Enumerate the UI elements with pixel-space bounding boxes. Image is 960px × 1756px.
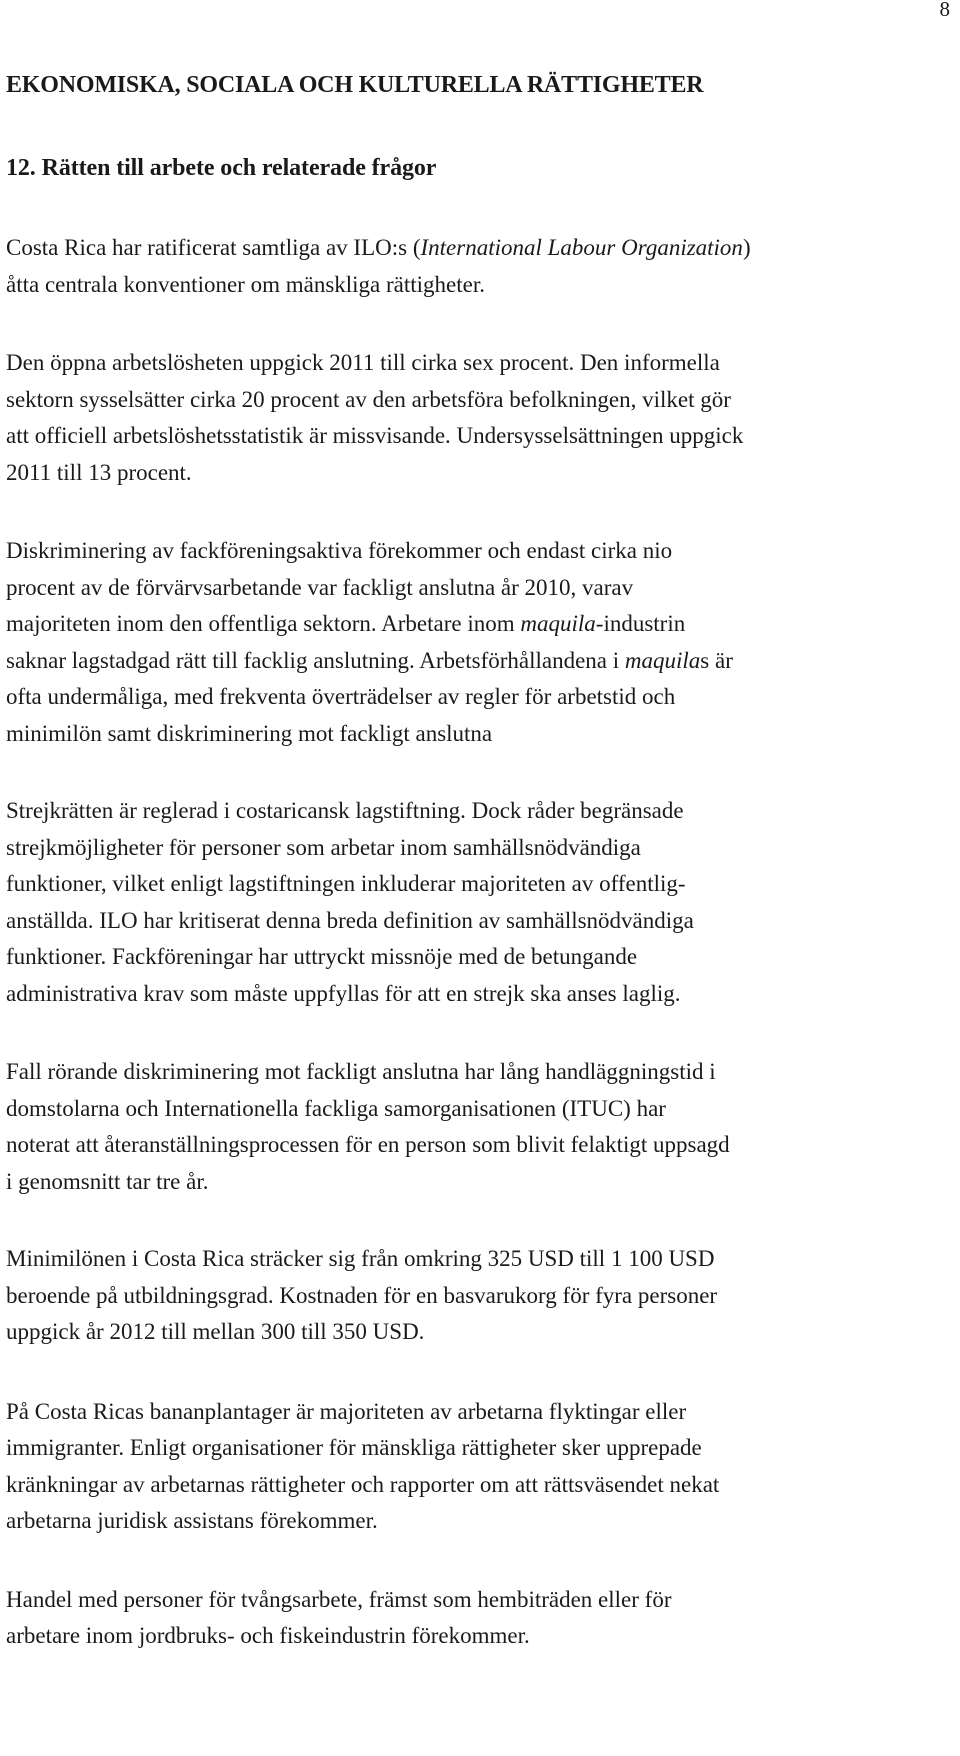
- text-run: majoriteten inom den offentliga sektorn. Arbetare inom: [6, 611, 521, 636]
- text-line: Fall rörande diskriminering mot fackligt anslutna har lång handläggningstid i: [6, 1059, 716, 1084]
- text-line: anställda. ILO har kritiserat denna breda definition av samhällsnödvändiga: [6, 907, 694, 933]
- text-run: ): [742, 235, 751, 260]
- text-line: att officiell arbetslöshetsstatistik är missvisande. Undersysselsättningen uppgick: [6, 423, 744, 448]
- section-title: EKONOMISKA, SOCIALA OCH KULTURELLA RÄTTIGHETER: [6, 72, 704, 98]
- text-line: arbetarna juridisk assistans förekommer.: [6, 1508, 378, 1533]
- text-line: administrativa krav som måste uppfyllas för att en strejk ska anses laglig.: [6, 980, 681, 1006]
- page-number: 8: [939, 0, 950, 21]
- text-line: Strejkrätten är reglerad i costaricansk lagstiftning. Dock råder begränsade: [6, 798, 684, 823]
- text-line: minimilön samt diskriminering mot fackligt anslutna: [6, 720, 493, 746]
- text-line: procent av de förvärvsarbetande var fackligt anslutna år 2010, varav: [6, 574, 634, 600]
- paragraph-banana-plantations: [6, 1394, 926, 1540]
- text-run: s är: [700, 647, 733, 673]
- text-run: saknar lagstadgad rätt till facklig anslutning. Arbetsförhållandena i: [6, 647, 625, 673]
- subsection-title: 12. Rätten till arbete och relaterade frågor: [6, 155, 437, 181]
- paragraph-forced-labour: [6, 1582, 926, 1655]
- paragraph-unemployment: [6, 345, 926, 491]
- italic-text-run: International Labour Organization: [420, 235, 743, 260]
- paragraph-court-cases: [6, 1054, 926, 1200]
- text-run: Costa Rica har ratificerat samtliga av ILO:s (: [6, 235, 421, 260]
- text-run: -industrin: [595, 611, 686, 636]
- italic-text-run: maquila: [624, 647, 701, 673]
- paragraph-right-to-strike: [6, 793, 926, 1012]
- paragraph-union-discrimination: [6, 533, 926, 752]
- text-line: funktioner. Fackföreningar har uttryckt missnöje med de betungande: [6, 944, 638, 969]
- italic-text-run: maquila: [520, 611, 596, 636]
- paragraph-ilo-conventions: [6, 230, 926, 303]
- text-line: [6, 230, 926, 267]
- text-line: beroende på utbildningsgrad. Kostnaden för en basvarukorg för fyra personer: [6, 1282, 718, 1308]
- text-line: funktioner, vilket enligt lagstiftningen inkluderar majoriteten av offentlig-: [6, 871, 686, 896]
- body-text: [6, 230, 926, 1655]
- text-line: strejkmöjligheter för personer som arbetar inom samhällsnödvändiga: [6, 834, 641, 860]
- text-line: uppgick år 2012 till mellan 300 till 350 USD.: [6, 1319, 425, 1344]
- text-line: immigranter. Enligt organisationer för mänskliga rättigheter sker upprepade: [6, 1435, 702, 1460]
- text-line: Den öppna arbetslösheten uppgick 2011 till cirka sex procent. Den informella: [6, 350, 720, 375]
- text-line: Handel med personer för tvångsarbete, främst som hembiträden eller för: [6, 1586, 672, 1612]
- text-line: sektorn sysselsätter cirka 20 procent av den arbetsföra befolkningen, vilket gör: [6, 386, 731, 412]
- text-line: i genomsnitt tar tre år.: [6, 1168, 209, 1194]
- text-line: Minimilönen i Costa Rica sträcker sig från omkring 325 USD till 1 100 USD: [6, 1246, 715, 1271]
- text-line: åtta centrala konventioner om mänskliga rättigheter.: [6, 271, 485, 297]
- text-line: [6, 606, 926, 643]
- text-line: kränkningar av arbetarnas rättigheter och rapporter om att rättsväsendet nekat: [6, 1471, 720, 1497]
- text-line: domstolarna och Internationella fackliga samorganisationen (ITUC) har: [6, 1095, 666, 1121]
- paragraph-minimum-wage: [6, 1241, 926, 1351]
- text-line: arbetare inom jordbruks- och fiskeindustrin förekommer.: [6, 1623, 530, 1648]
- text-line: På Costa Ricas bananplantager är majoriteten av arbetarna flyktingar eller: [6, 1398, 687, 1424]
- text-line: noterat att återanställningsprocessen för en person som blivit felaktigt uppsagd: [6, 1132, 730, 1157]
- text-line: 2011 till 13 procent.: [6, 459, 192, 485]
- text-line: Diskriminering av fackföreningsaktiva förekommer och endast cirka nio: [6, 538, 673, 563]
- text-line: [6, 643, 926, 680]
- text-line: ofta undermåliga, med frekventa överträdelser av regler för arbetstid och: [6, 684, 676, 709]
